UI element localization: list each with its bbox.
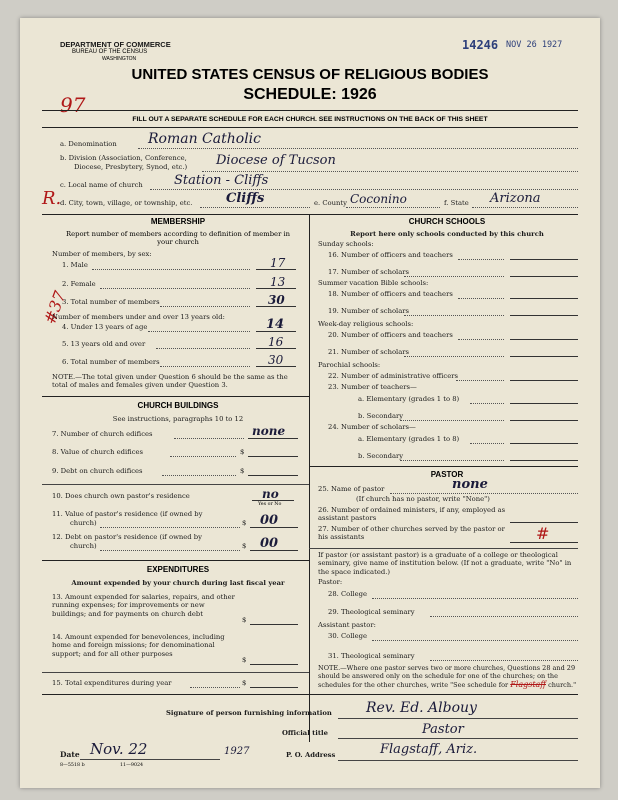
q16-dots (458, 259, 504, 260)
q2-dots (100, 288, 250, 289)
q11-label-2: church) (70, 519, 97, 527)
q16-box[interactable] (510, 259, 578, 260)
q25-note: (If church has no pastor, write "None") (356, 495, 490, 503)
summer-label: Summer vacation Bible schools: (318, 279, 429, 287)
denomination-label: a. Denomination (60, 140, 117, 148)
official-title-value[interactable]: Pastor (422, 722, 464, 737)
q22-dots (456, 380, 504, 381)
q20-dots (458, 339, 504, 340)
q21-label: 21. Number of scholars (328, 348, 410, 356)
q31-label: 31. Theological seminary (328, 652, 415, 660)
footer-rule (42, 694, 578, 695)
po-address-label: P. O. Address (286, 751, 336, 759)
q5-dots (156, 348, 250, 349)
q11-answer[interactable]: 00 (260, 513, 279, 528)
q24b-dots (400, 460, 504, 461)
q22-label: 22. Number of administrative officers (328, 372, 458, 380)
q4-answer[interactable]: 14 (266, 317, 285, 332)
q6-label: 6. Total number of members (62, 358, 160, 366)
pastor-note (318, 664, 580, 690)
q19-dots (404, 315, 504, 316)
expenditures-rule (42, 560, 309, 561)
division-label-2: Diocese, Presbytery, Synod, etc.) (74, 163, 188, 171)
bureau-label: BUREAU OF THE CENSUS (72, 49, 148, 55)
q12-label-2: church) (70, 542, 97, 550)
q27-label: 27. Number of other churches served by the pastor or his assistants (318, 525, 505, 542)
department-label: DEPARTMENT OF COMMERCE (60, 40, 171, 49)
q28-label: 28. College (328, 590, 368, 598)
header-rule-bottom (42, 127, 578, 128)
q12-answer[interactable]: 00 (260, 536, 279, 551)
schools-heading: CHURCH SCHOOLS (408, 217, 486, 226)
official-title-line (338, 738, 578, 739)
q14-label: 14. Amount expended for benevolences, including home and foreign missions; for denominational support; and for all other purposes (52, 633, 225, 658)
q15-box[interactable] (250, 687, 298, 688)
q9-dollar: $ (240, 467, 245, 475)
q27-answer[interactable]: # (536, 524, 550, 543)
q9-label: 9. Debt on church edifices (52, 467, 143, 475)
q8-box[interactable] (248, 456, 298, 457)
q11-label: 11. Value of pastor's residence (if owned by (52, 510, 203, 518)
q24b-label: b. Secondary (358, 452, 404, 460)
q6-dots (160, 366, 250, 367)
weekday-label: Week-day religious schools: (318, 320, 414, 328)
q12-label: 12. Debt on pastor's residence (if owned by (52, 533, 202, 541)
q10-answer[interactable]: no (262, 487, 279, 501)
q7-answer[interactable]: none (252, 424, 286, 438)
official-title-label: Official title (282, 729, 328, 737)
city-value[interactable]: Cliffs (226, 191, 265, 206)
q9-box[interactable] (248, 475, 298, 476)
state-value[interactable]: Arizona (490, 191, 541, 206)
q8-label: 8. Value of church edifices (52, 448, 144, 456)
q5-label: 5. 13 years old and over (62, 340, 146, 348)
q9-dots (162, 475, 236, 476)
q8-dots (170, 456, 236, 457)
q30-line[interactable] (372, 640, 578, 641)
q1-label: 1. Male (62, 261, 88, 269)
city-label: d. City, town, village, or township, etc. (60, 199, 193, 207)
q24a-label: a. Elementary (grades 1 to 8) (358, 435, 460, 443)
age-label: Number of members under and over 13 years old: (52, 313, 225, 321)
q10-label: 10. Does church own pastor's residence (52, 492, 190, 500)
q2-label: 2. Female (62, 280, 96, 288)
sunday-label: Sunday schools: (318, 240, 374, 248)
date-value[interactable]: Nov. 22 (90, 740, 148, 758)
q1-dots (92, 269, 250, 270)
pastor-note-fill[interactable]: Flagstaff (510, 680, 546, 690)
q24b-box[interactable] (510, 460, 578, 461)
q10-rule (42, 484, 309, 485)
q31-line[interactable] (430, 660, 578, 661)
po-address-line (338, 760, 578, 761)
form-number-2: 11—9024 (120, 763, 144, 768)
left-column (52, 217, 304, 247)
q20-box[interactable] (510, 339, 578, 340)
q23b-label: b. Secondary (358, 412, 404, 420)
q24a-box[interactable] (510, 443, 578, 444)
census-form-sheet (20, 18, 600, 788)
q16-label: 16. Number of officers and teachers (328, 251, 453, 259)
form-title: UNITED STATES CENSUS OF RELIGIOUS BODIES (131, 66, 489, 83)
q25-answer[interactable]: none (452, 477, 488, 492)
pastor-heading: PASTOR (430, 470, 464, 479)
local-name-label: c. Local name of church (60, 181, 143, 189)
q14-dollar: $ (242, 656, 247, 664)
membership-heading: MEMBERSHIP (150, 217, 206, 226)
q15-label: 15. Total expenditures during year (52, 679, 172, 687)
denomination-line (138, 148, 578, 149)
q15-dollar: $ (242, 679, 247, 687)
column-divider (309, 214, 310, 742)
date-year[interactable]: 1927 (224, 746, 250, 757)
schedule-title: SCHEDULE: 1926 (243, 86, 377, 103)
q13-box[interactable] (250, 624, 298, 625)
instruction-line: FILL OUT A SEPARATE SCHEDULE FOR EACH CHURCH. SEE INSTRUCTIONS ON THE BACK OF THIS SHEET (132, 116, 488, 123)
stamp-date: NOV 26 1927 (506, 40, 563, 50)
section-rule (42, 214, 578, 215)
assistant-label: Assistant pastor: (318, 621, 376, 629)
q11-dots (100, 527, 240, 528)
red-margin-mark: #37 (40, 288, 70, 327)
q11-dollar: $ (242, 519, 247, 527)
q19-label: 19. Number of scholars (328, 307, 410, 315)
header-rule-top (42, 110, 578, 111)
state-label: f. State (444, 199, 469, 207)
q18-label: 18. Number of officers and teachers (328, 290, 453, 298)
date-label: Date (60, 750, 80, 759)
q23b-dots (400, 420, 504, 421)
q7-label: 7. Number of church edifices (52, 430, 153, 438)
q26-label: 26. Number of ordained ministers, if any, employed as assistant pastors (318, 506, 506, 523)
college-note: If pastor (or assistant pastor) is a graduate of a college or theological seminary, give name of institution below. (If not a graduate, write "No" in the space indicated.) (318, 551, 572, 576)
q8-dollar: $ (240, 448, 245, 456)
q24-label: 24. Number of scholars— (328, 423, 416, 431)
q7-box (248, 438, 298, 439)
division-label: b. Division (Association, Conference, (60, 154, 187, 162)
q23-label: 23. Number of teachers— (328, 383, 417, 391)
state-line (472, 207, 578, 208)
q15-dots (190, 687, 240, 688)
buildings-rule (42, 396, 309, 397)
q17-label: 17. Number of scholars (328, 268, 410, 276)
local-name-value[interactable]: Station - Cliffs (174, 173, 269, 188)
pastor-note-text: NOTE.—Where one pastor serves two or more churches, Questions 28 and 29 should be answered only on the schedule for one of the churches; on the schedules for the other churches, write "See schedule for (318, 664, 576, 690)
q1-answer[interactable]: 17 (270, 256, 286, 270)
q17-dots (404, 276, 504, 277)
q23a-label: a. Elementary (grades 1 to 8) (358, 395, 460, 403)
q13-dollar: $ (242, 616, 247, 624)
city-line (200, 207, 310, 208)
signature-line (338, 718, 578, 719)
division-line (202, 171, 578, 172)
q23b-box[interactable] (510, 420, 578, 421)
by-sex-label: Number of members, by sex: (52, 250, 152, 258)
q18-dots (458, 298, 504, 299)
signature-value[interactable]: Rev. Ed. Albouy (366, 700, 477, 716)
q29-label: 29. Theological seminary (328, 608, 415, 616)
q2-answer[interactable]: 13 (270, 275, 286, 289)
q12-dollar: $ (242, 542, 247, 550)
q6-answer[interactable]: 30 (268, 353, 284, 367)
yes-no-caption: Yes or No (258, 502, 282, 507)
local-name-line (150, 189, 578, 190)
q15-rule (42, 672, 309, 673)
q28-line[interactable] (372, 598, 578, 599)
q25-label: 25. Name of pastor (318, 485, 385, 493)
q30-label: 30. College (328, 632, 368, 640)
college-rule (309, 548, 578, 549)
form-number: 8—5518 b (60, 763, 85, 768)
q20-label: 20. Number of officers and teachers (328, 331, 453, 339)
q25-dots (390, 493, 578, 494)
division-value[interactable]: Diocese of Tucson (216, 153, 336, 168)
q13-label: 13. Amount expended for salaries, repairs, and other running expenses; for improvements or new buildings; and for payments on church debt (52, 593, 235, 618)
q24a-dots (470, 443, 504, 444)
q4-label: 4. Under 13 years of age (62, 323, 148, 331)
q21-dots (404, 356, 504, 357)
pastor-rule (309, 466, 578, 467)
q14-box[interactable] (250, 664, 298, 665)
county-line (346, 207, 440, 208)
q23a-box[interactable] (510, 403, 578, 404)
po-address-value[interactable]: Flagstaff, Ariz. (380, 742, 478, 757)
expenditures-intro: Amount expended by your church during last fiscal year (71, 579, 285, 587)
parochial-label: Parochial schools: (318, 361, 381, 369)
schools-intro: Report here only schools conducted by this church (350, 230, 544, 238)
denomination-value[interactable]: Roman Catholic (148, 131, 261, 147)
membership-note: NOTE.—The total given under Question 6 should be the same as the total of males and females given under Question 3. (52, 373, 288, 390)
q18-box[interactable] (510, 298, 578, 299)
date-line (80, 759, 220, 760)
red-r-annotation: R. (42, 188, 62, 209)
q3-label: 3. Total number of members (62, 298, 160, 306)
q29-line[interactable] (430, 616, 578, 617)
q26-box[interactable] (510, 522, 578, 523)
expenditures-heading: EXPENDITURES (146, 565, 210, 574)
county-label: e. County (314, 199, 347, 207)
pastor-label: Pastor: (318, 578, 343, 586)
stamp-number: 14246 (462, 38, 499, 52)
membership-intro: Report number of members according to definition of member in your church (65, 230, 291, 247)
q12-dots (100, 550, 240, 551)
q3-dots (160, 306, 250, 307)
city-label: WASHINGTON (102, 56, 137, 62)
q3-answer[interactable]: 30 (268, 293, 285, 307)
q23a-dots (470, 403, 504, 404)
q7-dots (174, 438, 244, 439)
q5-answer[interactable]: 16 (268, 335, 284, 349)
county-value[interactable]: Coconino (350, 192, 407, 206)
q22-box[interactable] (510, 380, 578, 381)
buildings-intro: See instructions, paragraphs 10 to 12 (112, 415, 244, 423)
pastor-note-end: church." (548, 681, 577, 690)
q21-box[interactable] (510, 356, 578, 357)
red-number-annotation: 97 (60, 93, 86, 117)
signature-label: Signature of person furnishing information (166, 709, 332, 717)
q19-box[interactable] (510, 315, 578, 316)
q17-box[interactable] (510, 276, 578, 277)
buildings-heading: CHURCH BUILDINGS (137, 401, 219, 410)
q4-dots (148, 331, 250, 332)
